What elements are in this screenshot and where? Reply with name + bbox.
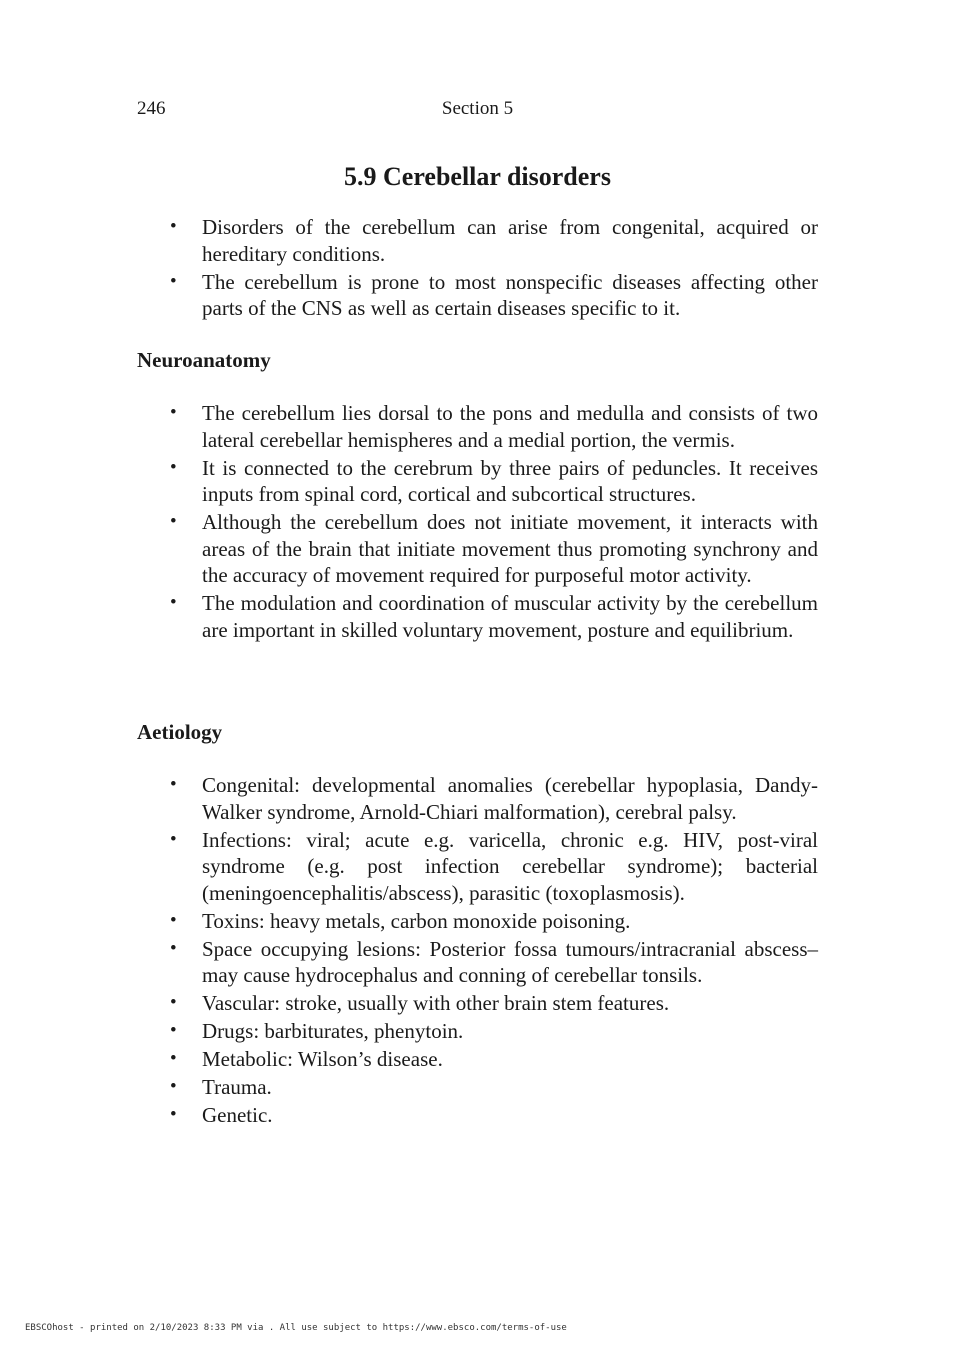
- list-item: [137, 1046, 818, 1073]
- neuroanatomy-heading: Neuroanatomy: [137, 348, 271, 372]
- list-item: [137, 455, 818, 508]
- chapter-title: 5.9 Cerebellar disorders: [344, 162, 611, 191]
- list-item-text: The cerebellum is prone to most nonspecific diseases affecting other parts of the CNS as well as certain diseases specific to it.: [202, 269, 818, 320]
- list-item-text: Disorders of the cerebellum can arise from congenital, acquired or hereditary conditions.: [202, 215, 818, 266]
- intro-list-container: [137, 214, 818, 323]
- bullet-icon: •: [170, 1076, 177, 1097]
- bullet-icon: •: [170, 1020, 177, 1041]
- list-item-text: The cerebellum lies dorsal to the pons and medulla and consists of two lateral cerebellar hemispheres and a medial portion, the vermis.: [202, 401, 818, 452]
- aetiology-list-container: [137, 772, 818, 1130]
- bullet-icon: •: [170, 937, 177, 959]
- bullet-icon: •: [170, 828, 177, 850]
- bullet-icon: •: [170, 1048, 177, 1069]
- list-item-text: Toxins: heavy metals, carbon monoxide poisoning.: [202, 908, 631, 933]
- list-item-text: Metabolic: Wilson’s disease.: [202, 1047, 443, 1071]
- list-item-text: It is connected to the cerebrum by three pairs of peduncles. It receives inputs from spinal cord, cortical and subcortical structures.: [202, 455, 818, 506]
- bullet-icon: •: [170, 909, 177, 931]
- print-footer: EBSCOhost - printed on 2/10/2023 8:33 PM via . All use subject to https://www.ebsco.com/terms-of-use: [25, 1323, 567, 1333]
- bullet-icon: •: [170, 992, 177, 1013]
- list-item-text: Drugs: barbiturates, phenytoin.: [202, 1019, 464, 1043]
- list-item-text: The modulation and coordination of muscular activity by the cerebellum are important in skilled voluntary movement, posture and equilibrium.: [202, 591, 818, 642]
- neuroanatomy-list: [137, 400, 818, 643]
- bullet-icon: •: [170, 511, 177, 532]
- bullet-icon: •: [170, 774, 177, 795]
- bullet-icon: •: [170, 270, 177, 292]
- aetiology-heading: Aetiology: [137, 720, 223, 744]
- page-number: 246: [137, 98, 166, 119]
- list-item: [137, 214, 818, 267]
- list-item-text: Although the cerebellum does not initiate movement, it interacts with areas of the brain that initiate movement thus promoting synchrony and the accuracy of movement required for purposeful motor activity.: [202, 510, 818, 587]
- list-item: [137, 990, 818, 1017]
- list-item: [137, 590, 818, 643]
- list-item: [137, 1102, 818, 1129]
- intro-list: [137, 214, 818, 322]
- running-head: Section 5: [441, 98, 514, 119]
- list-item: [137, 936, 818, 989]
- list-item-text: Infections: viral; acute e.g. varicella, chronic e.g. HIV, post-viral syndrome (e.g. post infection cerebellar syndrome); bacterial (meningoencephalitis/abscess), parasitic (toxoplasmosis).: [202, 827, 818, 905]
- bullet-icon: •: [170, 456, 177, 478]
- list-item: [137, 509, 818, 589]
- list-item-text: Vascular: stroke, usually with other brain stem features.: [202, 991, 670, 1015]
- neuroanatomy-list-container: [137, 400, 818, 645]
- bullet-icon: •: [170, 402, 177, 423]
- aetiology-list: [137, 772, 818, 1129]
- list-item: [137, 1074, 818, 1101]
- list-item: [137, 908, 818, 935]
- bullet-icon: •: [170, 216, 177, 237]
- bullet-icon: •: [170, 1104, 177, 1125]
- bullet-icon: •: [170, 592, 177, 613]
- list-item-text: Space occupying lesions: Posterior fossa tumours/intracranial abscess–may cause hydrocephalus and conning of cerebellar tonsils.: [202, 936, 818, 987]
- list-item-text: Genetic.: [202, 1103, 273, 1127]
- list-item: [137, 400, 818, 453]
- list-item: [137, 269, 818, 322]
- list-item-text: Congenital: developmental anomalies (cerebellar hypoplasia, Dandy-Walker syndrome, Arnold-Chiari malformation), cerebral palsy.: [202, 773, 818, 824]
- list-item: [137, 772, 818, 825]
- list-item: [137, 827, 818, 907]
- list-item: [137, 1018, 818, 1045]
- list-item-text: Trauma.: [202, 1075, 272, 1099]
